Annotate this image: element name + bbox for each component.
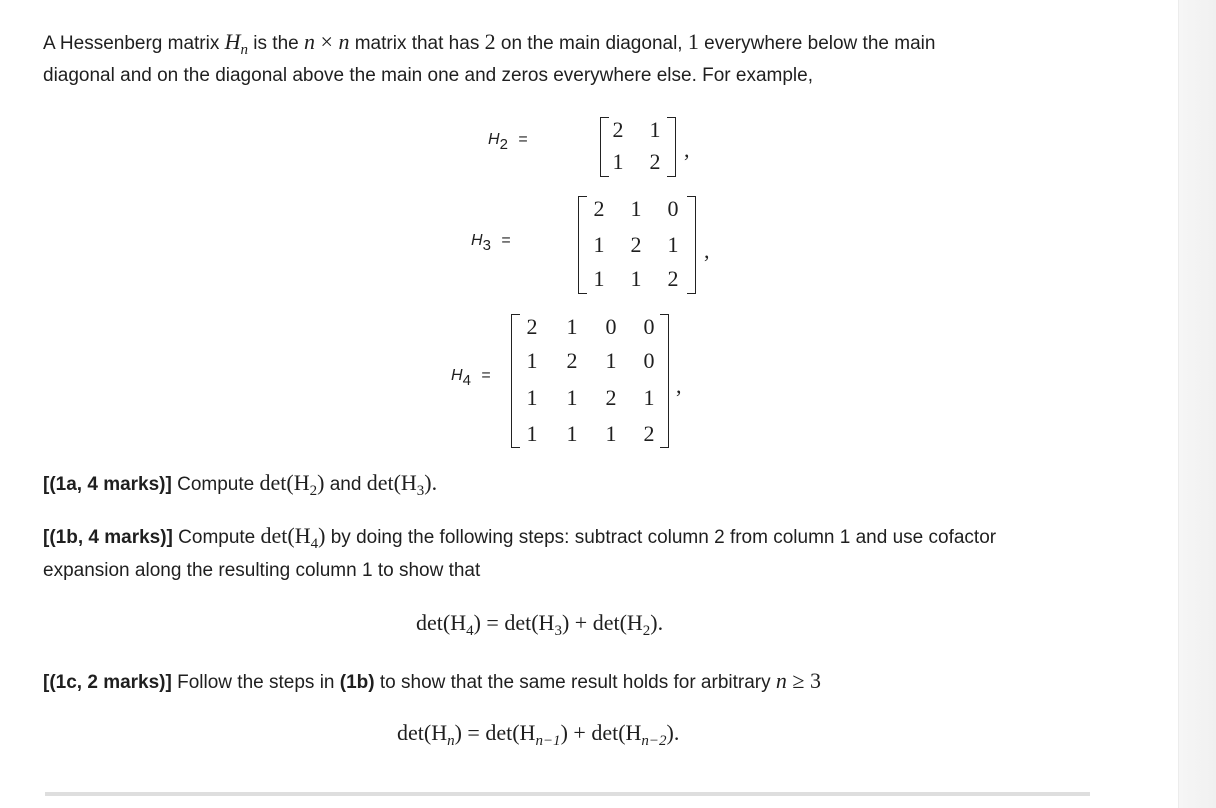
question-1b-line-2: expansion along the resulting column 1 to show that: [43, 560, 481, 581]
matrix-cell: 0: [643, 348, 655, 373]
intro-text: everywhere below the main: [698, 33, 936, 54]
matrix-cell: 2: [667, 266, 679, 291]
matrix-cell: 1: [526, 421, 538, 446]
matrix-cell: 2: [649, 149, 661, 174]
matrix-cell: 1: [593, 266, 605, 291]
question-text: and: [324, 474, 367, 495]
intro-text: A Hessenberg matrix: [43, 33, 225, 54]
matrix-cell: 2: [526, 314, 538, 339]
question-tag: [(1c, 2 marks)]: [43, 672, 172, 693]
matrix-cell: 1: [566, 421, 578, 446]
matrix-cell: 2: [643, 421, 655, 446]
matrix-cell: 1: [593, 232, 605, 257]
matrix-cell: 1: [667, 232, 679, 257]
divider: [45, 792, 1090, 796]
n-symbol: n: [304, 29, 316, 54]
question-text: Compute: [171, 474, 260, 495]
h3-matrix: [578, 196, 696, 294]
det-h2: $\det(H_2)$: [259, 470, 325, 499]
n-symbol: n: [338, 29, 350, 54]
h2-label: H2 =: [488, 131, 528, 153]
matrix-cell: 1: [526, 385, 538, 410]
h3-label: H3 =: [471, 232, 511, 254]
matrix-cell: 1: [566, 385, 578, 410]
matrix-cell: 1: [649, 117, 661, 142]
question-tag: [(1b, 4 marks)]: [43, 527, 173, 548]
times-symbol: ×: [315, 29, 339, 54]
h2-matrix: [600, 117, 676, 177]
matrix-cell: 1: [605, 421, 617, 446]
comma: ,: [684, 137, 690, 162]
matrix-cell: 1: [526, 348, 538, 373]
intro-line-2: diagonal and on the diagonal above the main one and zeros everywhere else. For example,: [43, 65, 814, 86]
matrix-cell: 2: [566, 348, 578, 373]
question-1a: [43, 466, 437, 503]
intro-text: is the: [248, 33, 305, 54]
question-ref: (1b): [339, 672, 375, 693]
matrix-cell: 0: [667, 196, 679, 221]
intro-line-1: [43, 25, 935, 62]
intro-text: matrix that has: [349, 33, 485, 54]
matrix-cell: 0: [605, 314, 617, 339]
number-two: 2: [484, 29, 496, 54]
question-1c: [43, 664, 821, 700]
comma: ,: [704, 238, 710, 263]
h4-label: H4 =: [451, 367, 491, 389]
question-text: Compute: [172, 527, 261, 548]
matrix-cell: 2: [630, 232, 642, 257]
question-1b-line-1: [43, 519, 996, 556]
matrix-cell: 1: [612, 149, 624, 174]
right-gutter: [1178, 0, 1216, 808]
matrix-cell: 0: [643, 314, 655, 339]
matrix-cell: 1: [605, 348, 617, 373]
matrix-cell: 1: [630, 266, 642, 291]
matrix-cell: 2: [593, 196, 605, 221]
intro-text: on the main diagonal,: [495, 33, 688, 54]
equation-1c: $\det(H_n) = \det(H_{n-1}) + \det(H_{n-2})$.: [397, 720, 680, 749]
matrix-cell: 1: [643, 385, 655, 410]
matrix-cell: 2: [612, 117, 624, 142]
question-text: Follow the steps in: [171, 672, 340, 693]
question-text: by doing the following steps: subtract column 2 from column 1 and use cofactor: [325, 527, 997, 548]
question-text: to show that the same result holds for arbitrary: [374, 672, 776, 693]
h4-matrix: [511, 314, 669, 448]
h-symbol: $H_n$: [224, 29, 249, 58]
equation-1b: $\det(H_4) = \det(H_3) + \det(H_2)$.: [416, 610, 664, 639]
comma: ,: [676, 373, 682, 398]
matrix-cell: 1: [630, 196, 642, 221]
question-tag: [(1a, 4 marks)]: [43, 474, 172, 495]
det-h4: $\det(H_4)$: [260, 523, 326, 552]
number-one: 1: [687, 29, 699, 54]
geq-three: ≥ 3: [786, 668, 821, 693]
det-h3: $\det(H_3)$.: [366, 470, 438, 499]
n-symbol: n: [775, 668, 787, 693]
matrix-cell: 1: [566, 314, 578, 339]
matrix-cell: 2: [605, 385, 617, 410]
